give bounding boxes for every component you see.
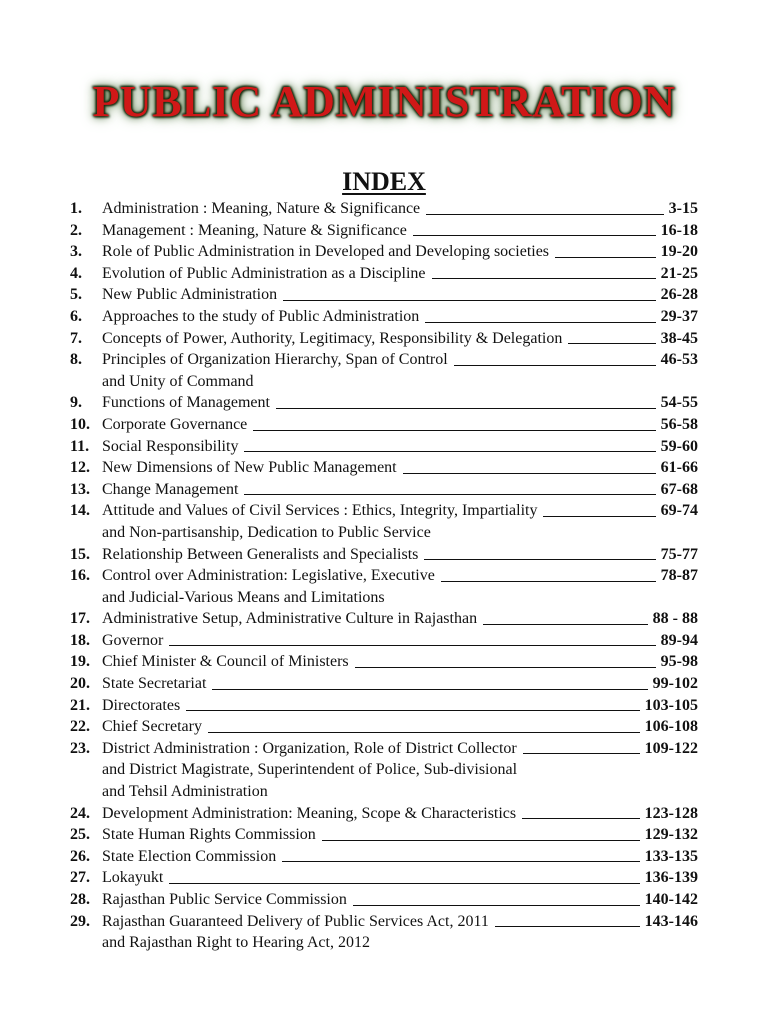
leader-line [413, 235, 656, 236]
entry-number: 24. [70, 804, 90, 822]
index-entry [70, 306, 698, 328]
leader-line [353, 905, 640, 906]
index-entry [70, 328, 698, 350]
entry-title: Role of Public Administration in Developed and Developing societies [102, 243, 550, 261]
index-entry-row [70, 349, 698, 371]
leader-line [355, 667, 656, 668]
entry-number: 28. [70, 891, 90, 908]
index-entry [70, 436, 698, 458]
entry-number: 16. [70, 567, 90, 585]
entry-number: 29. [70, 912, 90, 930]
index-entry-row [70, 198, 698, 220]
entry-number: 9. [70, 394, 82, 412]
index-entry [70, 284, 698, 306]
leader-line [523, 753, 640, 754]
index-entry-row [70, 241, 698, 263]
index-entry-row [70, 651, 698, 673]
entry-title: Chief Secretary [102, 718, 202, 736]
leader-line [425, 322, 655, 323]
index-entry-row [70, 608, 698, 630]
index-entry [70, 889, 698, 911]
entry-number: 26. [70, 847, 90, 865]
index-entry-row [70, 846, 698, 868]
leader-line [283, 300, 656, 301]
leader-line [253, 430, 655, 431]
leader-line [543, 516, 655, 517]
entry-pages: 88 - 88 [652, 610, 698, 628]
entry-pages: 46-53 [660, 351, 698, 369]
index-entry-row [70, 479, 698, 501]
entry-title: Approaches to the study of Public Administration [102, 307, 420, 325]
entry-title: Directorates [102, 696, 181, 714]
entry-number: 4. [70, 264, 82, 282]
entry-title: Management : Meaning, Nature & Significance [102, 221, 407, 239]
entry-pages: 26-28 [660, 286, 698, 304]
entry-number: 27. [70, 869, 90, 887]
entry-pages: 75-77 [660, 545, 698, 563]
entry-title: Administration : Meaning, Nature & Significance [102, 200, 421, 217]
entry-pages: 78-87 [660, 567, 698, 585]
entry-title: New Dimensions of New Public Management [102, 459, 397, 477]
entry-number: 10. [70, 415, 90, 433]
index-entry-row [70, 824, 698, 846]
entry-title: New Public Administration [102, 286, 278, 304]
index-entry-row [70, 695, 698, 717]
index-entry [70, 565, 698, 608]
entry-pages: 143-146 [644, 912, 698, 930]
leader-line [169, 645, 655, 646]
index-entry-row [70, 673, 698, 695]
entry-pages: 99-102 [652, 675, 698, 693]
index-entry-row [70, 500, 698, 522]
entry-title: Rajasthan Public Service Commission [102, 891, 347, 908]
entry-title: Relationship Between Generalists and Specialists [102, 545, 419, 563]
leader-line [522, 818, 640, 819]
leader-line [208, 732, 640, 733]
index-entry [70, 263, 698, 285]
entry-title-continuation: and Tehsil Administration [102, 783, 268, 801]
index-entry [70, 673, 698, 695]
index-entry [70, 392, 698, 414]
index-entry [70, 651, 698, 673]
index-entry-row [70, 911, 698, 933]
index-entry-row [70, 803, 698, 825]
index-entry [70, 198, 698, 220]
index-entry [70, 241, 698, 263]
index-heading: INDEX [342, 167, 426, 196]
entry-title: Attitude and Values of Civil Services : Ethics, Integrity, Impartiality [102, 502, 538, 520]
index-entry-row [70, 630, 698, 652]
leader-line [454, 365, 656, 366]
entry-title: State Election Commission [102, 847, 277, 865]
leader-line [186, 710, 639, 711]
entry-number: 8. [70, 351, 82, 369]
entry-number: 2. [70, 221, 82, 239]
index-entry [70, 220, 698, 242]
leader-line [276, 408, 656, 409]
entry-title: Principles of Organization Hierarchy, Span of Control [102, 351, 448, 369]
index-entry [70, 349, 698, 392]
entry-number: 18. [70, 631, 90, 649]
entry-number: 19. [70, 653, 90, 671]
entry-pages: 38-45 [660, 329, 698, 347]
index-entry [70, 803, 698, 825]
leader-line [426, 214, 664, 215]
index-entry-row [70, 414, 698, 436]
entry-title: Lokayukt [102, 869, 164, 887]
leader-line [483, 624, 648, 625]
index-entry [70, 608, 698, 630]
leader-line [244, 494, 655, 495]
index-entry [70, 457, 698, 479]
entry-title: Administrative Setup, Administrative Culture in Rajasthan [102, 610, 478, 628]
index-entry [70, 695, 698, 717]
leader-line [555, 257, 656, 258]
entry-title: Corporate Governance [102, 415, 248, 433]
index-entry [70, 911, 698, 954]
entry-title: Change Management [102, 480, 239, 498]
entry-number: 15. [70, 545, 90, 563]
entry-number: 12. [70, 459, 90, 477]
leader-line [568, 343, 655, 344]
entry-title: State Secretariat [102, 675, 207, 693]
index-entry-row [70, 457, 698, 479]
leader-line [212, 689, 647, 690]
index-entry [70, 716, 698, 738]
index-entry [70, 544, 698, 566]
entry-title-continuation: and Non-partisanship, Dedication to Public Service [102, 523, 431, 541]
index-entry [70, 867, 698, 889]
entry-pages: 29-37 [660, 307, 698, 325]
entry-title-continuation: and District Magistrate, Superintendent of Police, Sub-divisional [102, 761, 518, 779]
entry-pages: 69-74 [660, 502, 698, 520]
entry-pages: 95-98 [660, 653, 698, 671]
entry-pages: 21-25 [660, 264, 698, 282]
index-entry [70, 824, 698, 846]
leader-line [282, 861, 639, 862]
entry-pages: 109-122 [644, 739, 698, 757]
entry-pages: 67-68 [660, 480, 698, 498]
entry-number: 20. [70, 675, 90, 693]
entry-title: District Administration : Organization, Role of District Collector [102, 739, 517, 757]
index-entry-row [70, 867, 698, 889]
index-entry-row [70, 284, 698, 306]
leader-line [495, 926, 640, 927]
entry-pages: 89-94 [660, 631, 698, 649]
entry-number: 5. [70, 286, 82, 304]
entry-pages: 103-105 [644, 696, 698, 714]
entry-number: 17. [70, 610, 90, 628]
index-entry-row [70, 716, 698, 738]
entry-pages: 133-135 [644, 847, 698, 865]
index-entry-row [70, 436, 698, 458]
leader-line [441, 581, 656, 582]
entry-title: State Human Rights Commission [102, 826, 316, 844]
entry-title: Control over Administration: Legislative, Executive [102, 567, 435, 585]
index-entry [70, 846, 698, 868]
entry-pages: 59-60 [660, 437, 698, 455]
entry-title-continuation: and Judicial-Various Means and Limitations [102, 588, 385, 606]
entry-title: Development Administration: Meaning, Scope & Characteristics [102, 804, 517, 822]
entry-number: 11. [70, 437, 90, 455]
entry-number: 13. [70, 480, 90, 498]
index-entry-row [70, 565, 698, 587]
entry-title: Social Responsibility [102, 437, 239, 455]
entry-number: 25. [70, 826, 90, 844]
index-entry-row [70, 738, 698, 760]
entry-number: 14. [70, 502, 90, 520]
entry-pages: 129-132 [644, 826, 698, 844]
index-entry-row [70, 220, 698, 242]
index-entry [70, 738, 698, 803]
index-entry-row [70, 328, 698, 350]
entry-title: Evolution of Public Administration as a Discipline [102, 264, 426, 282]
entry-title: Governor [102, 631, 164, 649]
entry-pages: 136-139 [644, 869, 698, 887]
entry-number: 7. [70, 329, 82, 347]
index-entry-row [70, 306, 698, 328]
index-list [70, 198, 698, 954]
index-entry [70, 414, 698, 436]
leader-line [322, 840, 640, 841]
entry-pages: 3-15 [668, 200, 698, 217]
index-entry-row [70, 889, 698, 911]
entry-number: 23. [70, 739, 90, 757]
entry-number: 22. [70, 718, 90, 736]
entry-title-continuation: and Unity of Command [102, 372, 254, 390]
entry-number: 6. [70, 307, 82, 325]
entry-number: 1. [70, 200, 82, 217]
entry-pages: 61-66 [660, 459, 698, 477]
entry-pages: 54-55 [660, 394, 698, 412]
index-entry-row [70, 544, 698, 566]
entry-number: 3. [70, 243, 82, 261]
entry-pages: 106-108 [644, 718, 698, 736]
index-entry [70, 630, 698, 652]
index-entry-row [70, 392, 698, 414]
entry-title: Rajasthan Guaranteed Delivery of Public Services Act, 2011 [102, 912, 489, 930]
entry-pages: 123-128 [644, 804, 698, 822]
leader-line [403, 473, 656, 474]
entry-title: Concepts of Power, Authority, Legitimacy, Responsibility & Delegation [102, 329, 563, 347]
index-entry-row [70, 263, 698, 285]
leader-line [169, 883, 639, 884]
entry-pages: 56-58 [660, 415, 698, 433]
entry-pages: 19-20 [660, 243, 698, 261]
entry-title: Functions of Management [102, 394, 270, 412]
page-title: PUBLIC ADMINISTRATION [92, 77, 676, 126]
entry-title-continuation: and Rajasthan Right to Hearing Act, 2012 [102, 934, 370, 952]
entry-pages: 16-18 [660, 221, 698, 239]
index-entry [70, 500, 698, 543]
index-entry [70, 479, 698, 501]
leader-line [244, 451, 655, 452]
leader-line [432, 278, 656, 279]
entry-number: 21. [70, 696, 90, 714]
entry-pages: 140-142 [644, 891, 698, 908]
entry-title: Chief Minister & Council of Ministers [102, 653, 349, 671]
leader-line [424, 559, 655, 560]
